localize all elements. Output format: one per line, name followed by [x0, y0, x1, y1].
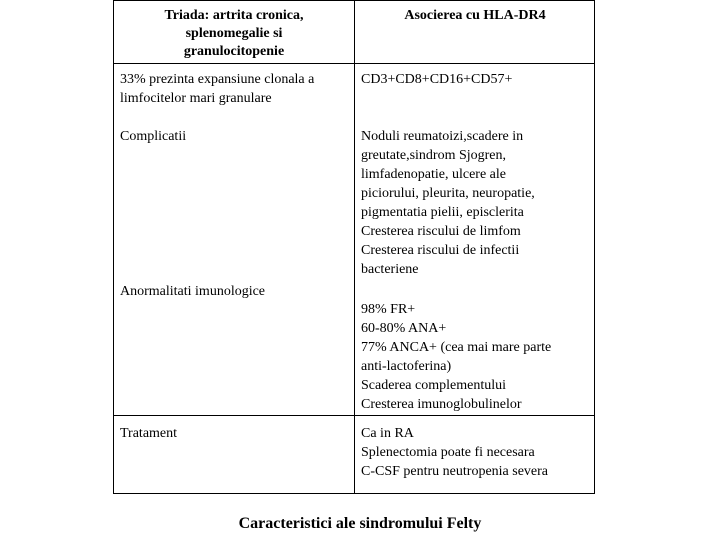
list-item: 60-80% ANA+ — [361, 321, 447, 336]
complications-list — [361, 127, 535, 279]
list-item: 98% FR+ — [361, 302, 416, 317]
treatment-list — [361, 424, 548, 481]
felty-table — [113, 0, 595, 494]
header-right-line: Asocierea cu HLA-DR4 — [404, 8, 546, 23]
immunologic-list — [361, 300, 551, 414]
list-item: pigmentatia pielii, episclerita — [361, 205, 524, 220]
list-item: piciorului, pleurita, neuropatie, — [361, 186, 535, 201]
complications-label: Complicatii — [120, 129, 187, 144]
row1-left-cell — [120, 70, 314, 108]
list-item: Ca in RA — [361, 426, 414, 441]
list-item: Splenectomia poate fi necesara — [361, 445, 535, 460]
immunologic-label: Anormalitati imunologice — [120, 284, 266, 299]
table-caption: Caracteristici ale sindromului Felty — [238, 515, 482, 532]
header-left-line: splenomegalie si — [185, 26, 283, 41]
list-item: Scaderea complementului — [361, 378, 506, 393]
row1-left-line: limfocitelor mari granulare — [120, 91, 272, 106]
list-item: Noduli reumatoizi,scadere in — [361, 129, 524, 144]
row1-right-cell — [361, 70, 512, 89]
row-divider — [114, 415, 594, 416]
row1-left-line: 33% prezinta expansiune clonala a — [120, 72, 315, 87]
list-item: C-CSF pentru neutropenia severa — [361, 464, 549, 479]
row-divider — [114, 63, 594, 64]
header-left-line: Triada: artrita cronica, — [164, 8, 304, 23]
list-item: Cresterea riscului de infectii — [361, 243, 520, 258]
row1-right-line: CD3+CD8+CD16+CD57+ — [361, 72, 513, 87]
list-item: limfadenopatie, ulcere ale — [361, 167, 506, 182]
list-item: Cresterea riscului de limfom — [361, 224, 521, 239]
list-item: Cresterea imunoglobulinelor — [361, 397, 522, 412]
treatment-label: Tratament — [120, 426, 178, 441]
list-item: greutate,sindrom Sjogren, — [361, 148, 507, 163]
list-item: bacteriene — [361, 262, 419, 277]
list-item: anti-lactoferina) — [361, 359, 452, 374]
header-right-cell — [355, 7, 595, 25]
column-divider — [354, 1, 355, 493]
header-left-line: granulocitopenie — [183, 44, 285, 59]
list-item: 77% ANCA+ (cea mai mare parte — [361, 340, 552, 355]
header-left-cell — [114, 7, 354, 61]
